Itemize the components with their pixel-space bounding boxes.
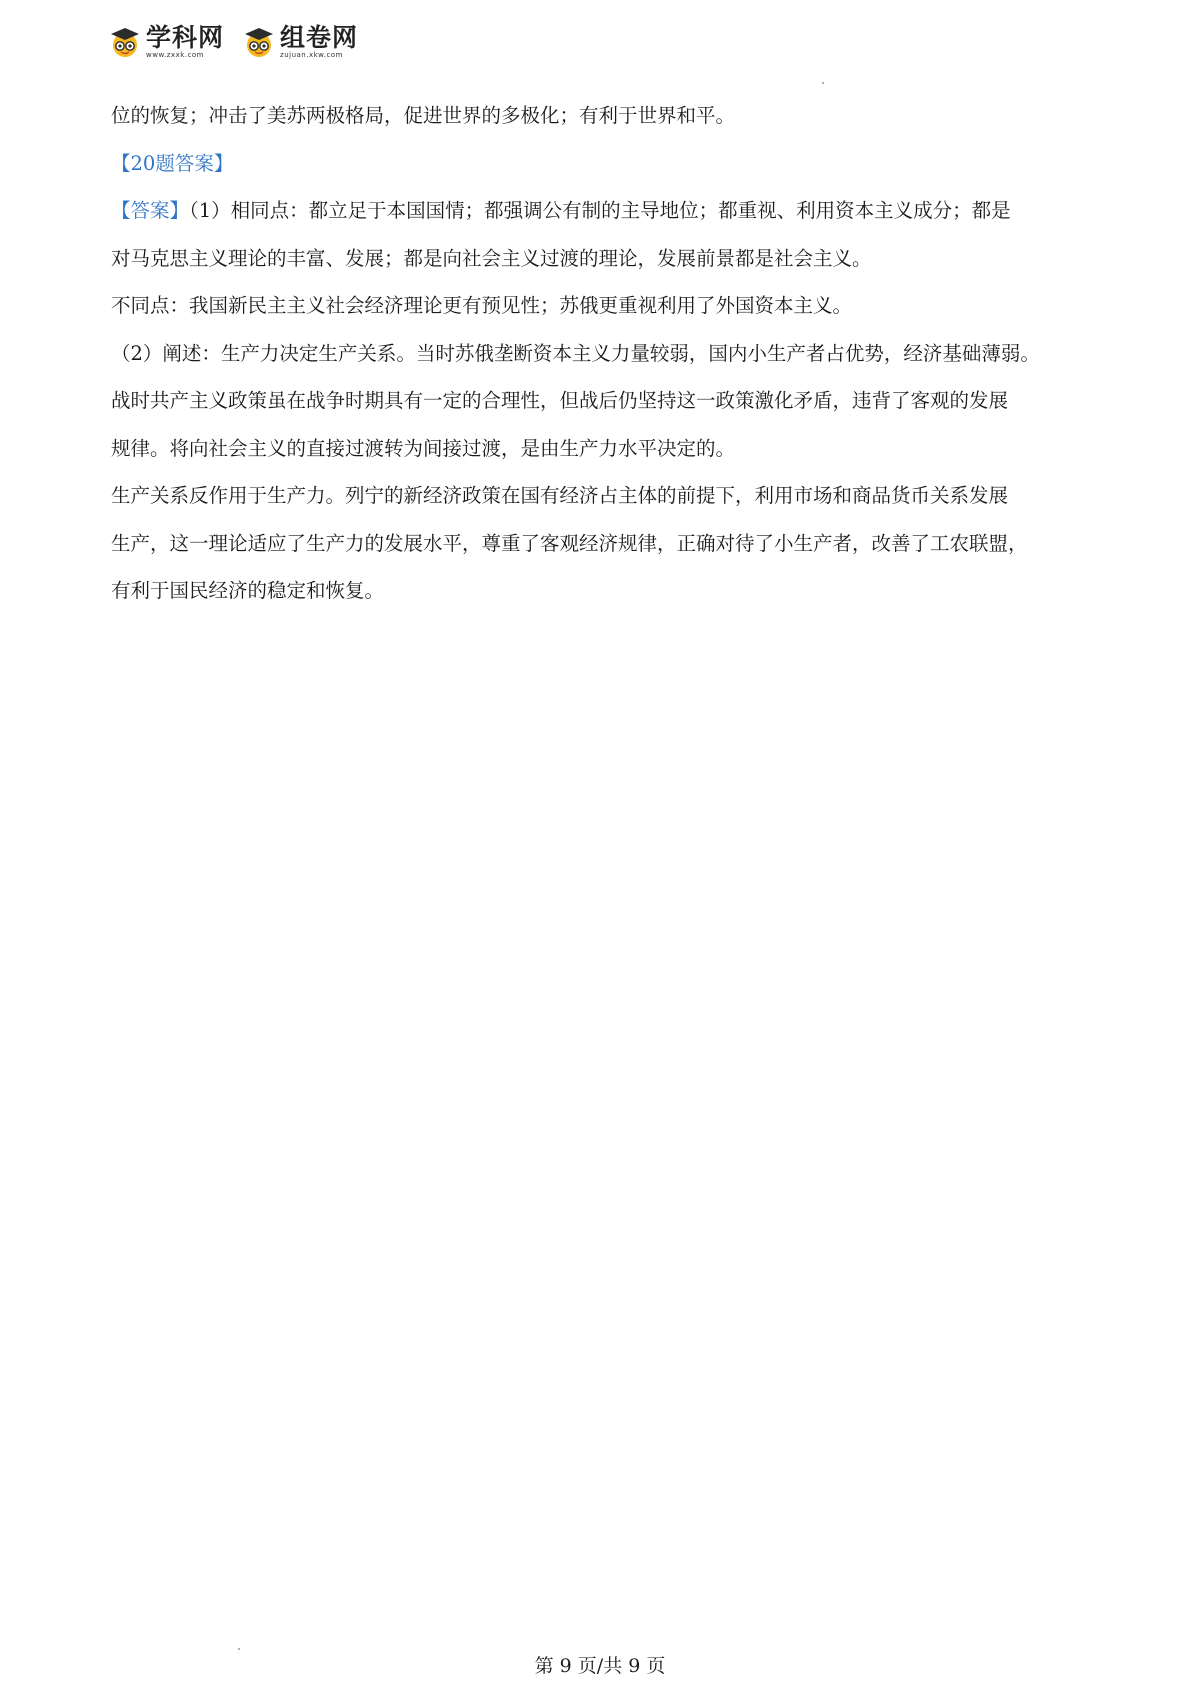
scan-dot bbox=[238, 1648, 240, 1650]
paragraph-line: 规律。将向社会主义的直接过渡转为间接过渡，是由生产力水平决定的。 bbox=[111, 436, 736, 460]
document-body bbox=[111, 92, 1101, 615]
mascot-icon bbox=[242, 25, 276, 59]
paragraph-line: （2）阐述：生产力决定生产关系。当时苏俄垄断资本主义力量较弱，国内小生产者占优势，经济基础薄弱。 bbox=[111, 341, 1040, 365]
paragraph-line: 生产，这一理论适应了生产力的发展水平，尊重了客观经济规律，正确对待了小生产者，改善了工农联盟， bbox=[111, 531, 1028, 555]
paragraph-line: 生产关系反作用于生产力。列宁的新经济政策在国有经济占主体的前提下，利用市场和商品货币关系发展 bbox=[111, 484, 1009, 507]
page-number: 第 9 页/共 9 页 bbox=[534, 1655, 666, 1677]
paragraph-line: 战时共产主义政策虽在战争时期具有一定的合理性，但战后仍坚持这一政策激化矛盾，违背了客观的发展 bbox=[111, 389, 1009, 412]
answer-line bbox=[111, 187, 1101, 235]
paragraph-line: 位的恢复；冲击了美苏两极格局，促进世界的多极化；有利于世界和平。 bbox=[111, 104, 736, 127]
logo-name-zxxk: 学科网 bbox=[146, 23, 225, 52]
scan-dot bbox=[822, 82, 824, 84]
answer-label: 【答案】 bbox=[111, 199, 190, 222]
paragraph-line: 有利于国民经济的稳定和恢复。 bbox=[111, 579, 385, 602]
mascot-icon bbox=[108, 25, 142, 59]
logo-zujuan bbox=[242, 25, 358, 59]
page-header bbox=[108, 20, 358, 64]
answer-text: （1）相同点：都立足于本国国情；都强调公有制的主导地位；都重视、利用资本主义成分；都是 bbox=[189, 199, 1011, 222]
section-title: 【20题答案】 bbox=[111, 151, 234, 175]
logo-url-zxxk: www.zxxk.com bbox=[146, 51, 204, 59]
logo-url-zujuan: zujuan.xkw.com bbox=[280, 51, 343, 59]
paragraph-line: 不同点：我国新民主主义社会经济理论更有预见性；苏俄更重视利用了外国资本主义。 bbox=[111, 294, 853, 317]
paragraph-line: 对马克思主义理论的丰富、发展；都是向社会主义过渡的理论，发展前景都是社会主义。 bbox=[111, 246, 872, 270]
logo-zxxk bbox=[108, 25, 224, 59]
logo-name-zujuan: 组卷网 bbox=[280, 23, 359, 52]
